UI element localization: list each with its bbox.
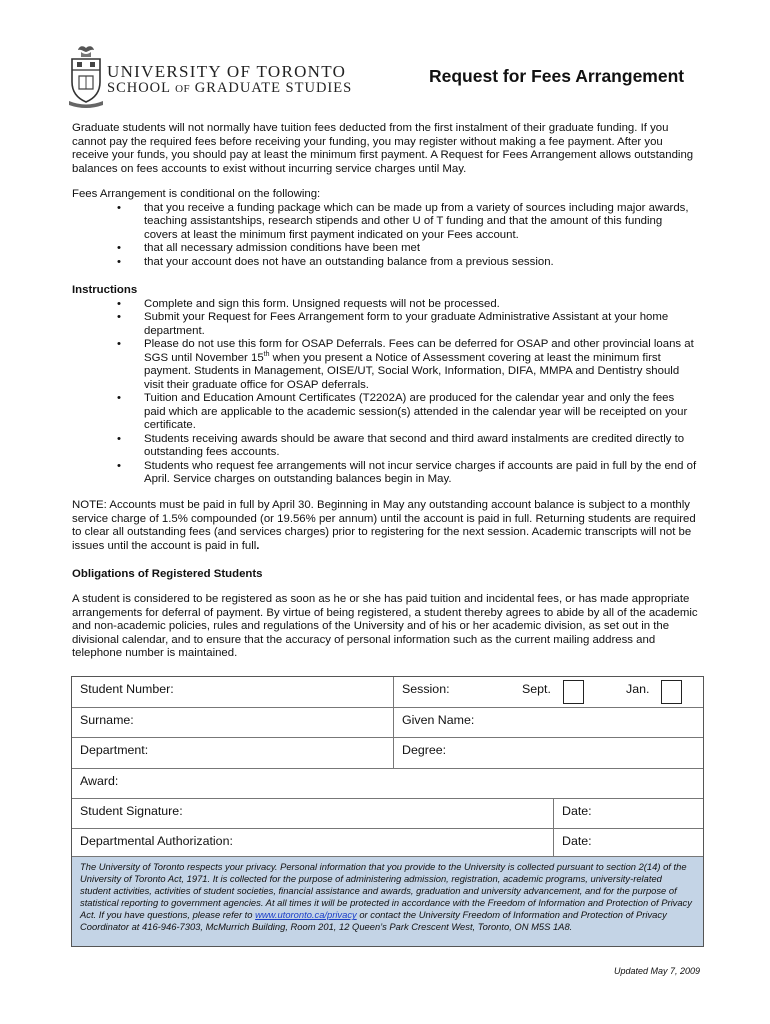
form-row-names: [72, 708, 703, 738]
jan-label: Jan.: [626, 682, 650, 696]
page-title: Request for Fees Arrangement: [429, 66, 685, 86]
intro-paragraph: Graduate students will not normally have tuition fees deducted from the first instalment of their graduate funding. If you cannot pay the required fees before receiving your funding, you may register without making a fee payment. After you receive your funds, you should pay at least the minimum first payment. A Request for Fees Arrangement allows outstanding balances on fees accounts to exist without incurring service charges until May.: [72, 122, 694, 175]
jan-checkbox[interactable]: [661, 680, 682, 704]
department-field[interactable]: [72, 738, 393, 768]
list-item: • that you receive a funding package which can be made up from a variety of sources including major awards, teaching assistantships, research stipends and other U of T funding and that the amount of this funding covers at least the minimum first payment indicated on your Fees account.: [72, 202, 698, 243]
degree-field[interactable]: [393, 738, 703, 768]
given-name-field[interactable]: [393, 708, 703, 737]
given-name-label: Given Name:: [402, 713, 475, 727]
list-item: • Students receiving awards should be aware that second and third award instalments are credited directly to outstanding fees accounts.: [72, 433, 698, 460]
form-row-student-number: [72, 677, 703, 708]
student-signature-field[interactable]: [72, 799, 553, 828]
degree-label: Degree:: [402, 743, 447, 757]
form-row-department: [72, 738, 703, 769]
award-field[interactable]: [72, 769, 703, 798]
surname-field[interactable]: [72, 708, 393, 737]
privacy-link[interactable]: www.utoronto.ca/privacy: [255, 909, 357, 921]
obligations-heading: Obligations of Registered Students: [72, 568, 263, 580]
privacy-notice: The University of Toronto respects your privacy. Personal information that you provide to the University is collected pursuant to section 2(14) of the University of Toronto Act, 1971. It is collected for the purpose of administering admission, registration, academic programs, university-related student activities, activities of student societies, financial assistance and awards, graduation and university advancement, and for the purpose of statistical reporting to government agencies. At all times it will be protected in accordance with the Freedom of Information and Protection of Privacy Act. If you have questions, please refer to www.utoronto.ca/privacy or contact the University Freedom of Information and Protection of Privacy Coordinator at 416-946-7303, McMurrich Building, Room 201, 12 Queen’s Park Crescent West, Toronto, ON M5S 1A8.: [72, 857, 703, 946]
list-item: • Complete and sign this form. Unsigned requests will not be processed.: [72, 298, 698, 312]
list-item: • that all necessary admission conditions have been met: [72, 242, 698, 256]
award-label: Award:: [80, 774, 119, 788]
list-item: • Students who request fee arrangements will not incur service charges if accounts are paid in full by the end of April. Service charges on outstanding balances begin in May.: [72, 460, 698, 487]
surname-label: Surname:: [80, 713, 134, 727]
list-item: • that your account does not have an outstanding balance from a previous session.: [72, 256, 698, 270]
session-label: Session:: [402, 682, 450, 696]
instructions-heading: Instructions: [72, 284, 138, 296]
university-crest-icon: [69, 44, 103, 108]
obligations-paragraph: A student is considered to be registered as soon as he or she has paid tuition and incidental fees, or has made appropriate arrangements for deferral of payment. By virtue of being registered, a student thereby agrees to abide by all of the academic and non-academic policies, rules and regulations of the University and of his or her academic division, as set out in the divisional calendar, and to ensure that the accuracy of personal information such as the current mailing address and telephone number is maintained.: [72, 593, 698, 659]
department-label: Department:: [80, 743, 149, 757]
school-name: SCHOOL OF GRADUATE STUDIES: [107, 80, 353, 96]
student-number-label: Student Number:: [80, 682, 174, 696]
list-item: • Tuition and Education Amount Certificates (T2202A) are produced for the calendar year and only the fees paid which are applicable to the academic session(s) attended in the calendar year will be receipted on your certificate.: [72, 392, 698, 433]
authorization-date-field[interactable]: [553, 829, 703, 856]
instructions-section: [72, 284, 698, 487]
list-item: • Submit your Request for Fees Arrangement form to your graduate Administrative Assistant at your home department.: [72, 311, 698, 338]
student-info-form: [71, 676, 704, 947]
form-row-signature: [72, 799, 703, 829]
student-number-field[interactable]: [72, 677, 393, 707]
note-paragraph: NOTE: Accounts must be paid in full by April 30. Beginning in May any outstanding account balance is subject to a monthly service charge of 1.5% compounded (or 19.56% per annum) until the account is paid in full. Returning students are required to clear all outstanding fees (and services charges) prior to registering for the next session. Academic transcripts will not be issues until the account is paid in full.: [72, 499, 696, 552]
updated-date: Updated May 7, 2009: [614, 966, 701, 976]
signature-date-field[interactable]: [553, 799, 703, 828]
date-label: Date:: [562, 804, 592, 818]
dept-authorization-field[interactable]: [72, 829, 553, 856]
student-signature-label: Student Signature:: [80, 804, 183, 818]
date-label: Date:: [562, 834, 592, 848]
form-row-award: [72, 769, 703, 799]
conditions-lead: Fees Arrangement is conditional on the following:: [72, 188, 321, 200]
conditions-section: [72, 188, 698, 269]
sept-label: Sept.: [522, 682, 551, 696]
dept-authorization-label: Departmental Authorization:: [80, 834, 233, 848]
university-name: UNIVERSITY OF TORONTO: [107, 62, 347, 81]
form-row-authorization: [72, 829, 703, 857]
session-cell: [393, 677, 703, 707]
list-item: • Please do not use this form for OSAP Deferrals. Fees can be deferred for OSAP and other provincial loans at SGS until November 15th when you present a Notice of Assessment covering at least the minimum first payment. Students in Management, OISE/UT, Social Work, Information, DIFA, MMPA and Dentistry should visit their graduate office for OSAP deferrals.: [72, 338, 698, 392]
sept-checkbox[interactable]: [563, 680, 584, 704]
